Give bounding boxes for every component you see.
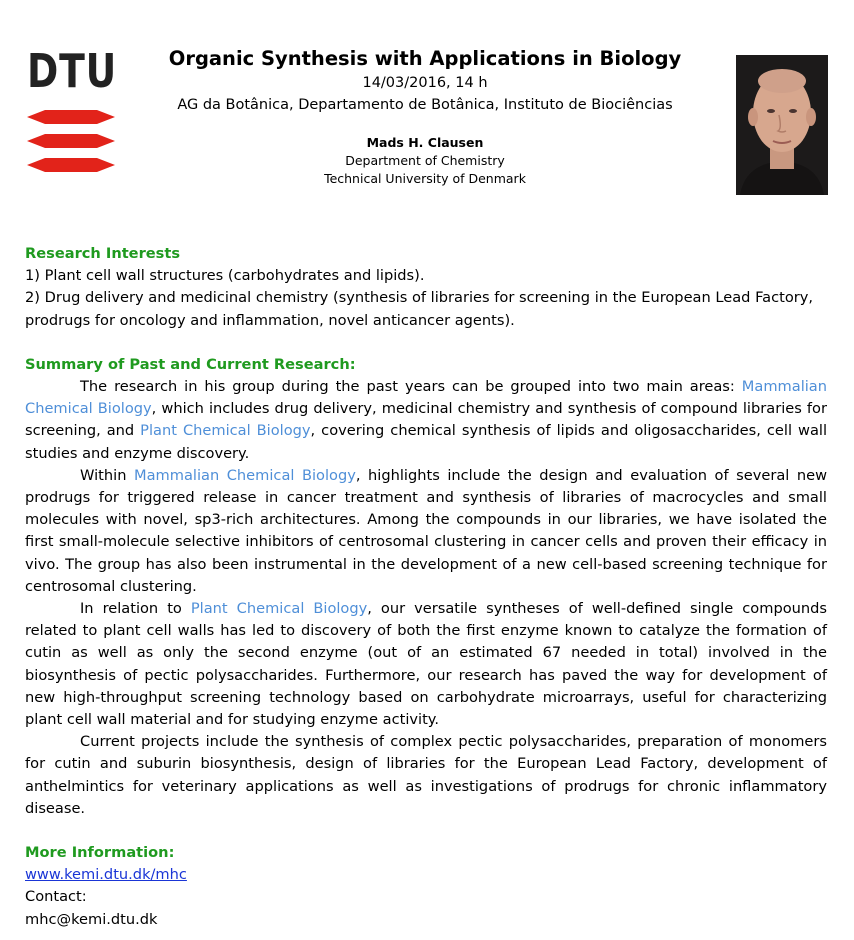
mammalian-chemical-biology-term: Mammalian Chemical Biology xyxy=(25,378,827,418)
mammalian-chemical-biology-term: Mammalian Chemical Biology xyxy=(133,466,356,484)
website-link[interactable]: www.kemi.dtu.dk/mhc xyxy=(25,866,187,884)
p3-text-b: , our versatile syntheses of well-defined single compounds related to plant cell walls has led to discovery of both the first enzyme known to catalyze the formation of cutin as well as only the second enzyme (out of an estimated 67 needed in total) involved in the biosynthesis of pectic polysaccharides. Furthermore, our research has paved the way for development of new high-throughput screening technology based on carbohydrate microarrays, useful for characterizing plant cell wall material and for studying enzyme activity. xyxy=(25,600,827,729)
p2-text-b: , highlights include the design and evaluation of several new prodrugs for triggered release in cancer treatment and synthesis of libraries of macrocycles and small molecules with novel, sp3-rich architectures. Among the compounds in our libraries, we have isolated the first small-molecule selective inhibitors of centrosomal clustering in cancer cells and proven their efficacy in vivo. The group has also been instrumental in the development of a new cell-based screening technique for centrosomal clustering. xyxy=(25,466,828,595)
summary-paragraph-4: Current projects include the synthesis of complex pectic polysaccharides, preparation of monomers for cutin and suburin biosynthesis, design of libraries for the European Lead Factory, development of anthelmintics for veterinary applications as well as investigations of prodrugs for chronic inflammatory disease. xyxy=(25,733,827,817)
summary-paragraph-1 xyxy=(25,376,827,465)
p1-text-b: , which includes drug delivery, medicinal chemistry and synthesis of compound libraries for screening, and xyxy=(25,400,827,440)
summary-paragraph-3 xyxy=(25,598,827,731)
portrait-icon xyxy=(736,55,828,195)
research-interest-2: 2) Drug delivery and medicinal chemistry (synthesis of libraries for screening in the European Lead Factory, prodrugs for oncology and inflammation, novel anticancer agents). xyxy=(25,289,814,329)
speaker-department: Department of Chemistry xyxy=(345,153,505,168)
p1-text-a: The research in his group during the past years can be grouped into two main areas: xyxy=(80,378,742,396)
p1-text-c: , covering chemical synthesis of lipids and oligosaccharides, cell wall studies and enzyme discovery. xyxy=(25,422,827,462)
research-interest-1: 1) Plant cell wall structures (carbohydrates and lipids). xyxy=(25,267,425,285)
summary-paragraph-2 xyxy=(25,465,827,598)
logo-wave-mark xyxy=(27,106,115,176)
research-interests-heading: Research Interests xyxy=(25,245,181,262)
dtu-logo xyxy=(27,44,118,176)
speaker-university: Technical University of Denmark xyxy=(324,171,526,186)
plant-chemical-biology-term: Plant Chemical Biology xyxy=(190,600,368,618)
main-content xyxy=(25,243,827,931)
logo-text: DTU xyxy=(27,44,118,98)
speaker-name: Mads H. Clausen xyxy=(366,135,484,150)
plant-chemical-biology-term: Plant Chemical Biology xyxy=(140,422,311,440)
contact-email: mhc@kemi.dtu.dk xyxy=(25,910,158,928)
talk-date: 14/03/2016, 14 h xyxy=(362,75,488,91)
talk-venue: AG da Botânica, Departamento de Botânica, Instituto de Biociências xyxy=(177,97,673,113)
p2-text-a: Within xyxy=(80,466,134,484)
summary-heading: Summary of Past and Current Research: xyxy=(25,355,356,373)
p3-text-a: In relation to xyxy=(80,600,191,618)
more-info-heading: More Information: xyxy=(25,844,175,862)
talk-title: Organic Synthesis with Applications in Biology xyxy=(168,47,682,70)
talk-header xyxy=(120,46,730,188)
contact-label: Contact: xyxy=(25,888,87,906)
speaker-photo xyxy=(736,55,828,195)
